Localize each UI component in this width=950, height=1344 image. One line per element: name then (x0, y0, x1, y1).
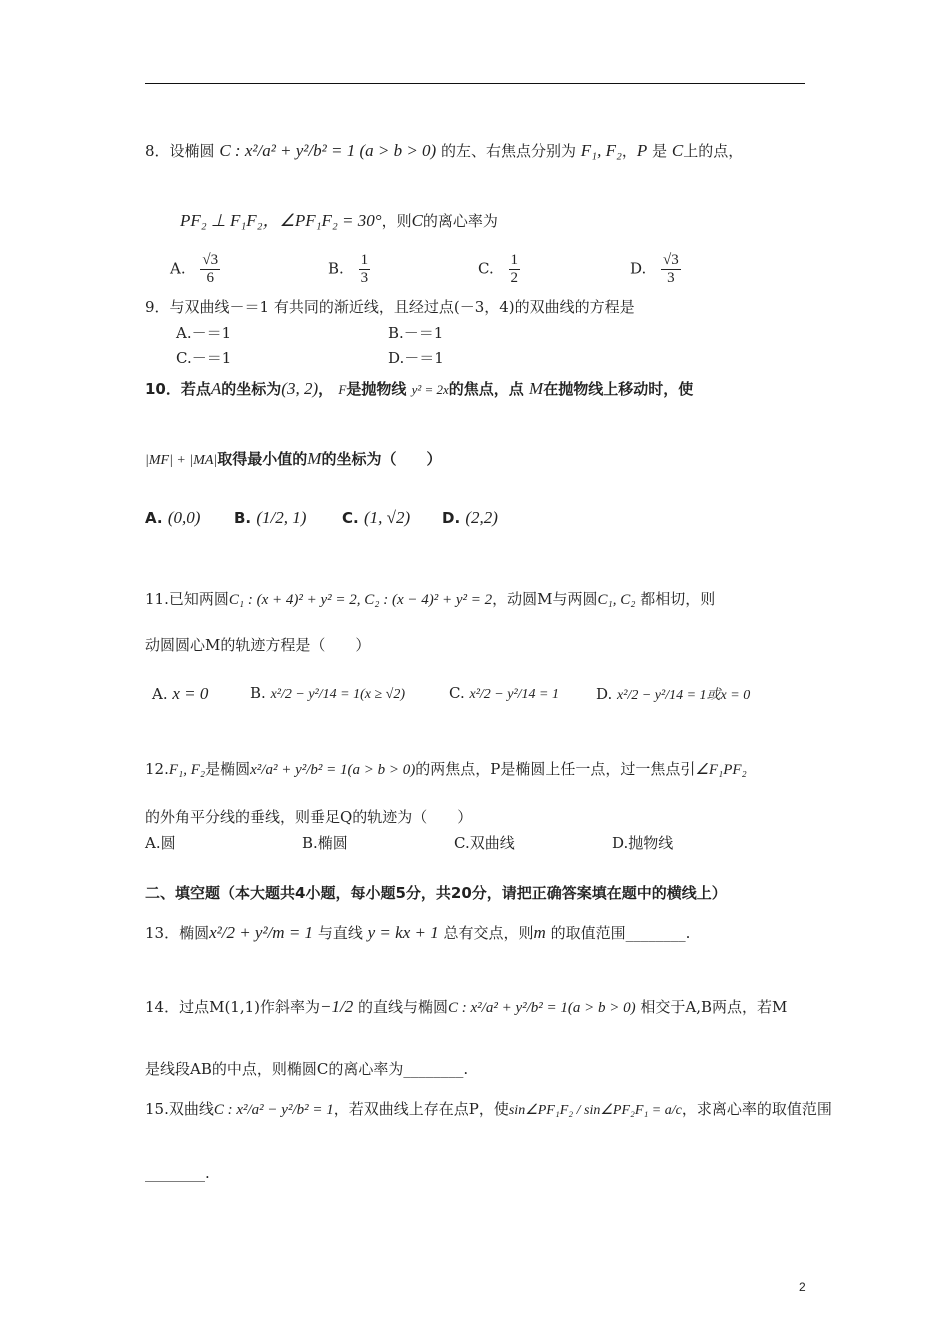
q11-line2: 动圆圆心M的轨迹方程是（ ） (145, 636, 371, 654)
q10-option-c[interactable]: C. (1, √2) (342, 508, 411, 527)
q11-option-d[interactable]: D. x²/2 − y²/14 = 1或x = 0 (596, 685, 751, 703)
q12-ellipse: x²/a² + y²/b² = 1(a > b > 0) (250, 762, 416, 778)
q9-option-c[interactable]: C.－＝1 (176, 349, 232, 367)
q12-line1: 12.F₁, F₂是椭圆x²/a² + y²/b² = 1(a > b > 0)的两焦点，P是椭圆上任一点，过一焦点引∠F₁PF₂ (145, 760, 747, 778)
q8-line1: 8．设椭圆 C : x²/a² + y²/b² = 1 (a > b > 0) 的左、右焦点分别为 F₁, F₂，P 是 C上的点， (145, 141, 744, 160)
q11-option-c[interactable]: C. x²/2 − y²/14 = 1 (449, 684, 559, 702)
q9-option-d[interactable]: D.－＝1 (388, 349, 444, 367)
q10-option-b[interactable]: B. (1/2, 1) (234, 508, 307, 527)
q11-option-a[interactable]: A. x = 0 (152, 684, 209, 703)
q12-option-d[interactable]: D.抛物线 (612, 834, 674, 852)
q8-option-a[interactable]: A. $\frac{√3}{6}$ (170, 252, 219, 286)
q12-option-a[interactable]: A.圆 (145, 834, 176, 852)
q10-line2: |MF| + |MA|取得最小值的M的坐标为（ ） (145, 449, 442, 468)
q12-option-b[interactable]: B.椭圆 (302, 834, 348, 852)
q11-circles: C₁ : (x + 4)² + y² = 2, C₂ : (x − 4)² + y² = 2 (228, 592, 493, 608)
header-rule (145, 83, 805, 84)
q14-line1: 14．过点M(1,1)作斜率为−1/2 的直线与椭圆C : x²/a² + y²/b² = 1(a > b > 0) 相交于A,B两点，若M (145, 997, 788, 1016)
q8-option-c[interactable]: C. $\frac{1}{2}$ (478, 252, 518, 286)
q9-option-a[interactable]: A.－＝1 (176, 324, 232, 342)
q8-condition: PF₂ ⊥ F₁F₂，∠PF₁F₂ = 30° (180, 211, 382, 230)
q8-option-b[interactable]: B. $\frac{1}{3}$ (328, 252, 369, 286)
q10-option-d[interactable]: D. (2,2) (442, 508, 498, 527)
q8-line2: PF₂ ⊥ F₁F₂，∠PF₁F₂ = 30°，则C的离心率为 (180, 211, 498, 230)
q8-ellipse: C : x²/a² + y²/b² = 1 (a > b > 0) (219, 141, 437, 160)
q11-line1: 11.已知两圆C₁ : (x + 4)² + y² = 2, C₂ : (x − 4)² + y² = 2，动圆M与两圆C₁, C₂ 都相切，则 (145, 590, 716, 608)
section-title: 二、填空题（本大题共4小题，每小题5分，共20分，请把正确答案填在题中的横线上） (145, 884, 727, 902)
q9-option-b[interactable]: B.－＝1 (388, 324, 444, 342)
q10-line1: 10．若点A的坐标为(3, 2)， F是抛物线 y² = 2x的焦点，点 M在抛物线上移动时，使 (145, 379, 694, 398)
q14-line2: 是线段AB的中点，则椭圆C的离心率为________. (145, 1060, 469, 1078)
q10-option-a[interactable]: A. (0,0) (145, 508, 201, 527)
q9-stem: 9．与双曲线－＝1 有共同的渐近线，且经过点(－3，4)的双曲线的方程是 (145, 298, 635, 316)
q12-line2: 的外角平分线的垂线，则垂足Q的轨迹为（ ） (145, 808, 473, 826)
q15-line1: 15.双曲线C : x²/a² − y²/b² = 1，若双曲线上存在点P，使sin∠PF₁F₂ / sin∠PF₂F₁ = a/c，求离心率的取值范围 (145, 1100, 832, 1118)
q8-option-d[interactable]: D. $\frac{√3}{3}$ (630, 252, 679, 286)
page-number: 2 (799, 1280, 806, 1294)
q13-line: 13．椭圆x²/2 + y²/m = 1 与直线 y = kx + 1 总有交点，则m 的取值范围________. (145, 923, 691, 942)
q15-blank: ________. (145, 1164, 210, 1182)
q12-option-c[interactable]: C.双曲线 (454, 834, 515, 852)
q11-option-b[interactable]: B. x²/2 − y²/14 = 1(x ≥ √2) (250, 684, 405, 702)
